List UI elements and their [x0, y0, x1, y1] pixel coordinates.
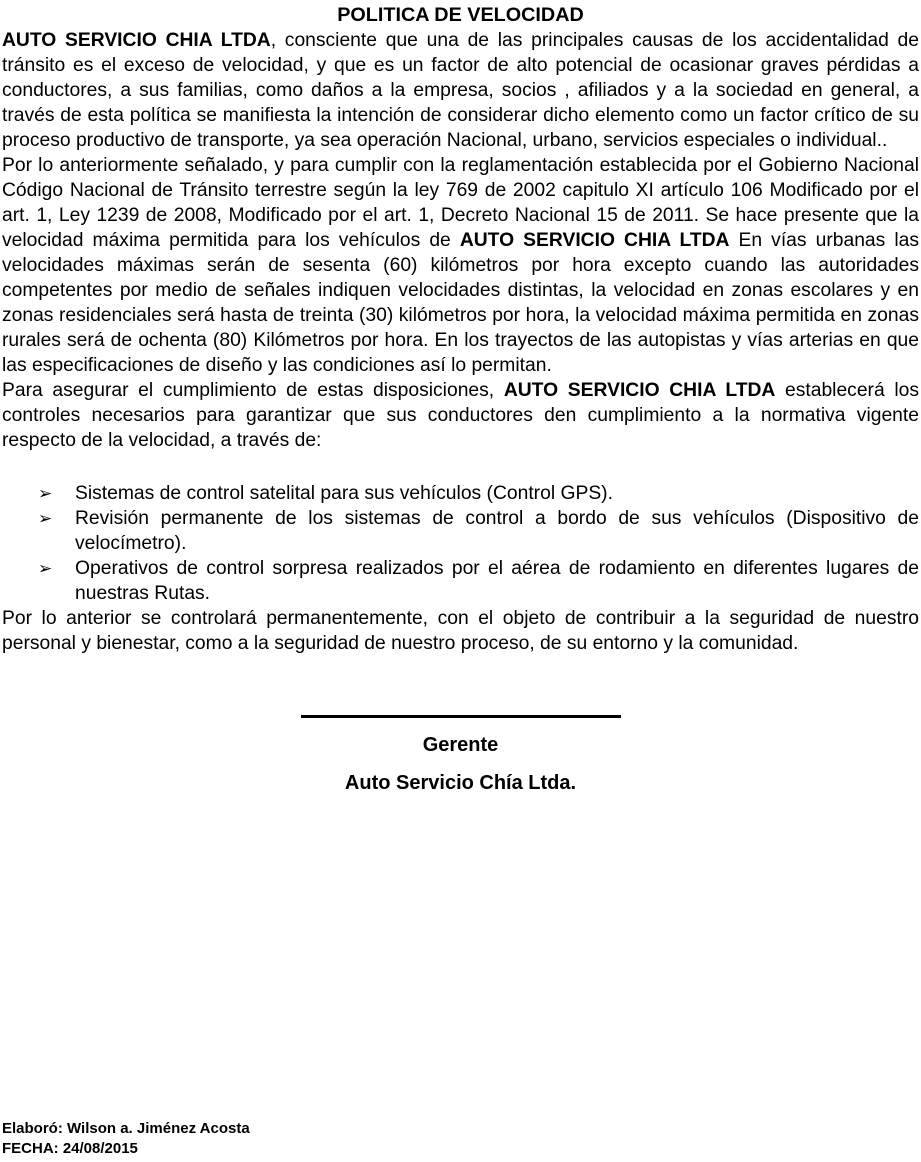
arrow-bullet-icon: ➢	[38, 484, 53, 503]
list-item-text: Sistemas de control satelital para sus vehículos (Control GPS).	[75, 483, 613, 504]
list-item-text: Operativos de control sorpresa realizados por el aérea de rodamiento en diferentes lugares de nuestras Rutas.	[75, 558, 919, 604]
controls-paragraph-text-1: Para asegurar el cumplimiento de estas disposiciones,	[2, 380, 504, 401]
signature-line	[301, 715, 621, 718]
controls-bullet-list	[2, 481, 919, 606]
list-item	[2, 506, 919, 556]
list-item	[2, 556, 919, 606]
closing-paragraph: Por lo anterior se controlará permanentemente, con el objeto de contribuir a la seguridad de nuestro personal y bienestar, como a la seguridad de nuestro proceso, de su entorno y la comunidad.	[2, 608, 919, 654]
company-name-bold: AUTO SERVICIO CHIA LTDA	[503, 380, 776, 401]
regulation-paragraph-text-2: En vías urbanas las velocidades máximas serán de sesenta (60) kilómetros por hora excepto cuando las autoridades competentes por medio de señales indiquen velocidades distintas, la velocidad en zonas escolares y en zonas residenciales será hasta de treinta (30) kilómetros por hora, la velocidad máxima permitida en zonas rurales será de ochenta (80) Kilómetros por hora. En los trayectos de las autopistas y vías arterias en que las especificaciones de diseño y las condiciones así lo permitan.	[2, 230, 919, 376]
intro-paragraph	[2, 28, 919, 153]
signature-block	[2, 715, 919, 796]
signature-role: Gerente	[422, 734, 499, 756]
company-name-bold: AUTO SERVICIO CHIA LTDA	[459, 230, 730, 251]
regulation-paragraph-text-1: Por lo anteriormente señalado, y para cumplir con la reglamentación establecida por el Gobierno Nacional Código Nacional de Tránsito terrestre según la ley 769 de 2002 capitulo XI artículo 106 Modificado por el art. 1, Ley 1239 de 2008, Modificado por el art. 1, Decreto Nacional 15 de 2011. Se hace presente que la velocidad máxima permitida para los vehículos de	[2, 155, 919, 251]
document-footer	[2, 1119, 250, 1159]
signature-company: Auto Servicio Chía Ltda.	[344, 772, 577, 794]
controls-paragraph-text-2: establecerá los controles necesarios para garantizar que sus conductores den cumplimiento a la normativa vigente respecto de la velocidad, a través de:	[2, 380, 920, 451]
list-item-text: Revisión permanente de los sistemas de control a bordo de sus vehículos (Dispositivo de velocímetro).	[75, 508, 919, 554]
document-title: POLITICA DE VELOCIDAD	[337, 4, 584, 26]
arrow-bullet-icon: ➢	[38, 559, 53, 578]
regulation-paragraph	[2, 153, 919, 378]
list-item	[2, 481, 919, 506]
company-name-bold: AUTO SERVICIO CHIA LTDA	[2, 30, 271, 51]
controls-paragraph	[2, 378, 919, 453]
arrow-bullet-icon: ➢	[38, 509, 53, 528]
intro-paragraph-text: , consciente que una de las principales causas de los accidentalidad de tránsito es el exceso de velocidad, y que es un factor de alto potencial de ocasionar graves pérdidas a conductores, a sus familias, como daños a la empresa, socios , afiliados y a la sociedad en general, a través de esta política se manifiesta la intención de considerar dicho elemento como un factor crítico de su proceso productivo de transporte, ya sea operación Nacional, urbano, servicios especiales o individual..	[2, 30, 919, 151]
footer-date: FECHA: 24/08/2015	[2, 1140, 138, 1157]
footer-prepared-by: Elaboró: Wilson a. Jiménez Acosta	[2, 1120, 250, 1137]
